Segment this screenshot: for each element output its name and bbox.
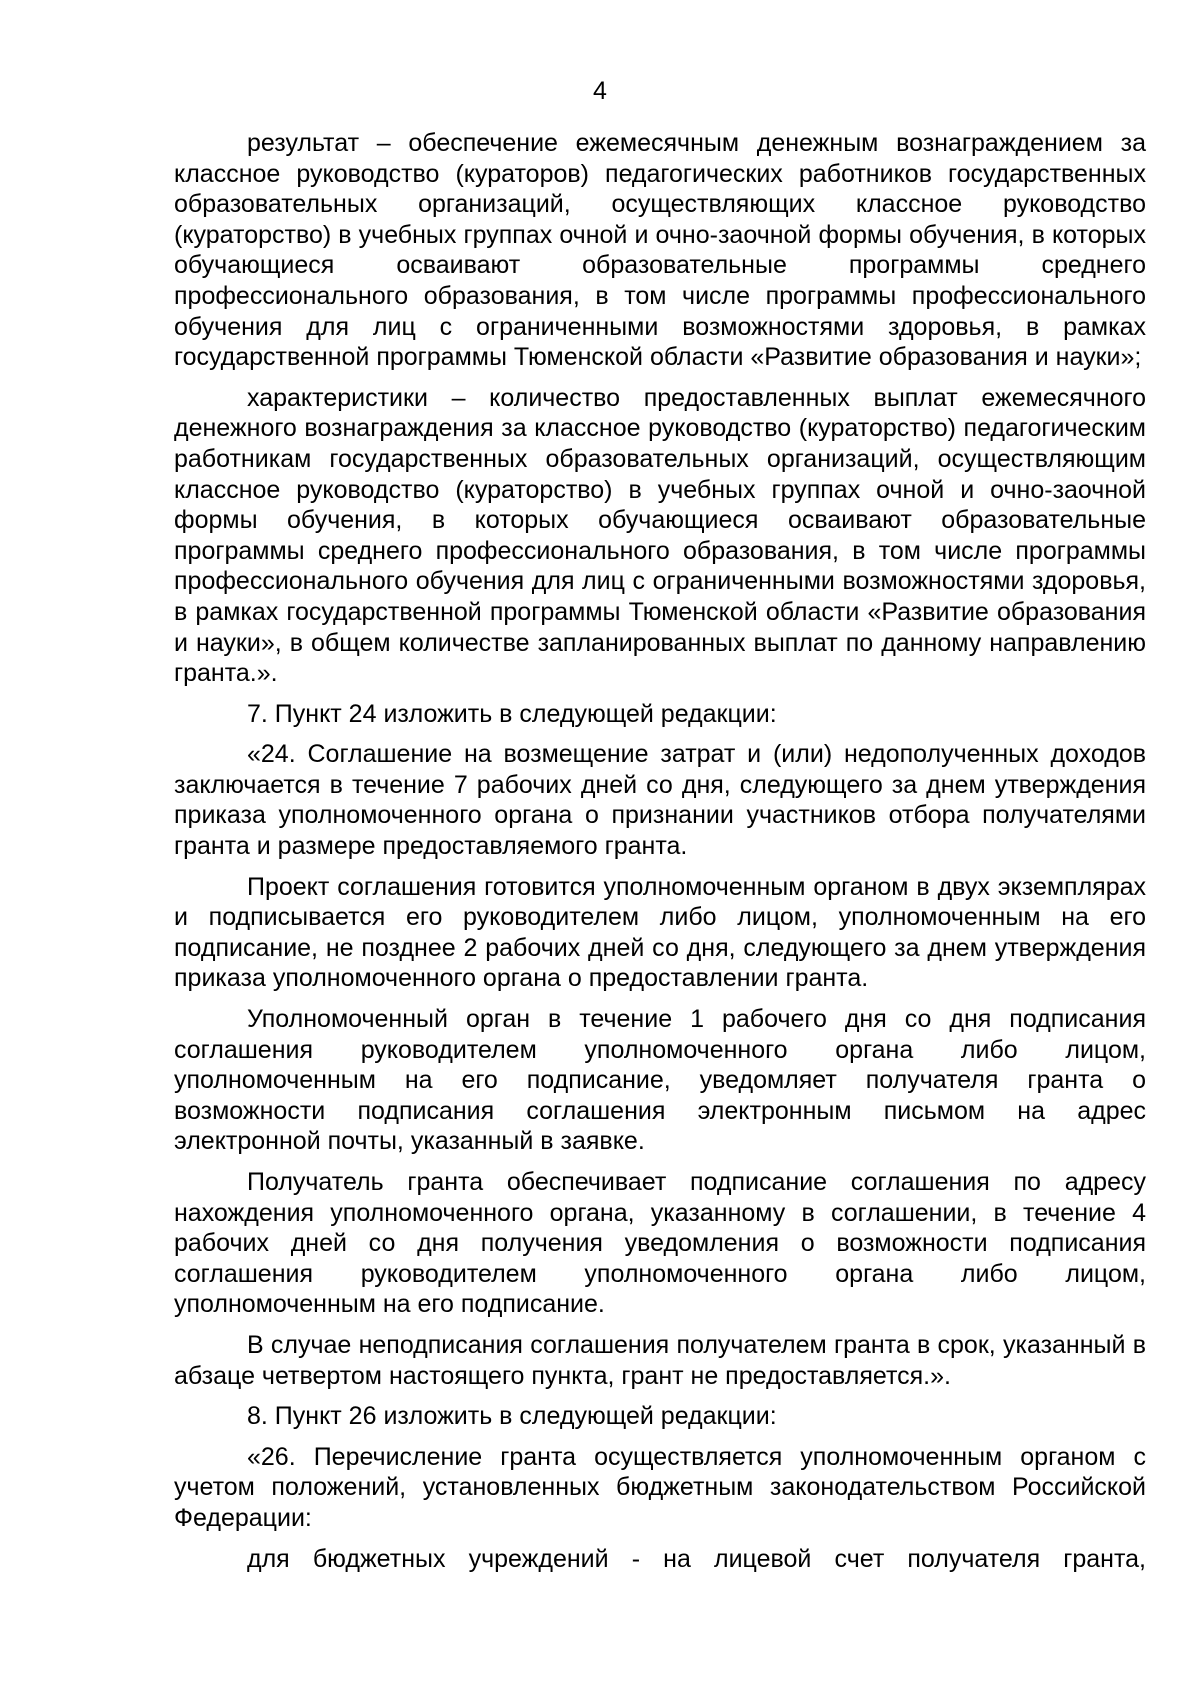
- paragraph-draft-agreement: Проект соглашения готовится уполномоченным органом в двух экземплярах и подписывается его руководителем либо лицом, уполномоченным на его подписание, не позднее 2 рабочих дней со дня, следующего за днем утверждения приказа уполномоченного органа о предоставлении гранта.: [174, 872, 1146, 993]
- paragraph-non-signing: В случае неподписания соглашения получателем гранта в срок, указанный в абзаце четвертом настоящего пункта, грант не предоставляется.».: [174, 1330, 1146, 1390]
- page-number: 4: [593, 77, 607, 105]
- paragraph-signing: Получатель гранта обеспечивает подписание соглашения по адресу нахождения уполномоченного органа, указанному в соглашении, в течение 4 рабочих дней со дня получения уведомления о возможности подписания соглашения руководителем уполномоченного органа либо лицом, уполномоченным на его подписание.: [174, 1168, 1146, 1319]
- paragraph-clause-26: «26. Перечисление гранта осуществляется уполномоченным органом с учетом положений, установленных бюджетным законодательством Российской Федерации:: [174, 1442, 1146, 1532]
- paragraph-clause-24: «24. Соглашение на возмещение затрат и (или) недополученных доходов заключается в течение 7 рабочих дней со дня, следующего за днем утверждения приказа уполномоченного органа о признании участников отбора получателями гранта и размере предоставляемого гранта.: [174, 740, 1146, 861]
- paragraph-budget-institutions: для бюджетных учреждений - на лицевой счет получателя гранта,: [247, 1544, 1146, 1573]
- paragraph-item-7: 7. Пункт 24 изложить в следующей редакции:: [247, 699, 777, 728]
- paragraph-item-8: 8. Пункт 26 изложить в следующей редакции:: [247, 1402, 777, 1431]
- document-body: [174, 128, 1146, 1574]
- paragraph-characteristics: характеристики – количество предоставленных выплат ежемесячного денежного вознаграждения за классное руководство (кураторство) педагогическим работникам государственных образовательных организаций, осуществляющим классное руководство (кураторство) в учебных группах очной и очно-заочной формы обучения, в которых обучающиеся осваивают образовательные программы среднего профессионального образования, в том числе программы профессионального обучения для лиц с ограниченными возможностями здоровья, в рамках государственной программы Тюменской области «Развитие образования и науки», в общем количестве запланированных выплат по данному направлению гранта.».: [174, 383, 1146, 688]
- paragraph-notification: Уполномоченный орган в течение 1 рабочего дня со дня подписания соглашения руководителем уполномоченного органа либо лицом, уполномоченным на его подписание, уведомляет получателя гранта о возможности подписания соглашения электронным письмом на адрес электронной почты, указанный в заявке.: [174, 1005, 1146, 1156]
- paragraph-result: результат – обеспечение ежемесячным денежным вознаграждением за классное руководство (кураторов) педагогических работников государственных образовательных организаций, осуществляющих классное руководство (кураторство) в учебных группах очной и очно-заочной формы обучения, в которых обучающиеся осваивают образовательные программы среднего профессионального образования, в том числе программы профессионального обучения для лиц с ограниченными возможностями здоровья, в рамках государственной программы Тюменской области «Развитие образования и науки»;: [174, 129, 1146, 372]
